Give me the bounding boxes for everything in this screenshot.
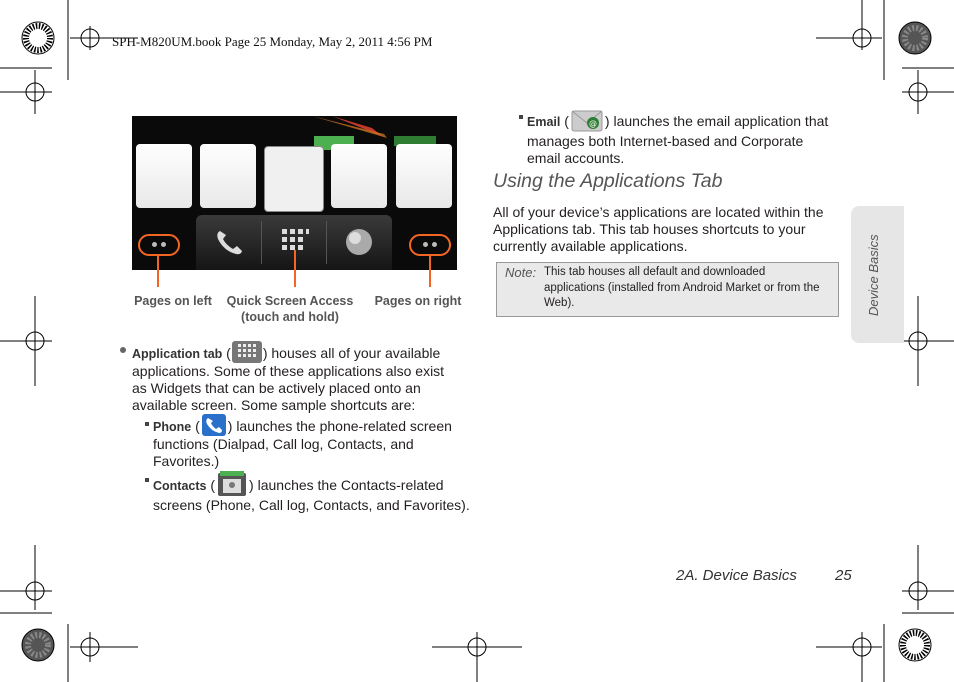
- text-line: [527, 107, 847, 133]
- text-line: email accounts.: [527, 150, 625, 166]
- email-paragraph: [527, 107, 847, 167]
- text: ) houses all of your available: [262, 345, 441, 361]
- paren: (: [210, 477, 216, 493]
- text-line: [153, 414, 473, 436]
- page-thumbnail[interactable]: [136, 144, 192, 208]
- page-thumbnail[interactable]: [331, 144, 387, 208]
- email-term: Email: [527, 115, 561, 129]
- app-tab-paragraph: [132, 341, 472, 414]
- page-thumbnail[interactable]: [396, 144, 452, 208]
- label-line: (touch and hold): [241, 310, 339, 324]
- paren: (: [195, 418, 200, 434]
- note-label: Note:: [505, 265, 537, 280]
- text-line: [153, 471, 473, 497]
- sub-bullet: [145, 422, 149, 426]
- callout-line-right: [429, 256, 431, 287]
- text-line: Web).: [544, 297, 575, 309]
- label-pages-on-right: Pages on right: [374, 294, 462, 308]
- phone-term: Phone: [153, 420, 192, 434]
- pages-on-right-button[interactable]: [409, 234, 451, 256]
- section-title: Using the Applications Tab: [493, 170, 723, 192]
- phone-paragraph: [153, 414, 473, 470]
- print-header: SPH-M820UM.book Page 25 Monday, May 2, 2011 4:56 PM: [112, 34, 433, 49]
- text: ) launches the phone-related screen: [227, 418, 452, 434]
- note-box: [496, 262, 839, 317]
- app-tab-term: Application tab: [132, 347, 223, 361]
- page-thumbnail-current[interactable]: [264, 146, 324, 212]
- app-tab-grid-icon: [232, 341, 262, 363]
- browser-globe-icon[interactable]: [344, 227, 374, 257]
- text-line: applications (installed from Android Market or from the: [544, 281, 820, 294]
- footer-section: 2A. Device Basics: [676, 567, 797, 584]
- contacts-term: Contacts: [153, 479, 207, 493]
- svg-text:@: @: [588, 119, 597, 128]
- text-line: available screen. Some sample shortcuts are:: [132, 397, 416, 413]
- home-screen-figure: [132, 116, 457, 270]
- sub-bullet: [145, 478, 149, 482]
- text-line: All of your device’s applications are located within the: [493, 204, 824, 220]
- email-app-icon: [571, 107, 603, 133]
- text-line: [132, 341, 472, 363]
- text-line: This tab houses all default and downloaded: [544, 266, 766, 278]
- text: ) launches the Contacts-related: [249, 477, 444, 493]
- contacts-paragraph: [153, 471, 473, 514]
- page-thumbnail[interactable]: [200, 144, 256, 208]
- label-line: Quick Screen Access: [226, 294, 354, 308]
- bullet: [120, 347, 126, 353]
- text-line: manages both Internet-based and Corporate: [527, 133, 804, 149]
- label-pages-on-left: Pages on left: [134, 294, 212, 308]
- callout-line-left: [157, 256, 159, 287]
- callout-line-center: [294, 250, 296, 287]
- text: ) launches the email application that: [604, 113, 829, 129]
- text-line: Applications tab. This tab houses shortcuts to your: [493, 221, 806, 237]
- label-quick-screen-access: [218, 293, 362, 325]
- paren: (: [564, 113, 569, 129]
- sub-bullet: [519, 115, 523, 119]
- phone-app-icon: [202, 414, 226, 436]
- text-line: Favorites.): [153, 453, 220, 469]
- footer-page-number: 25: [835, 567, 852, 584]
- text-line: applications. Some of these applications also exist: [132, 363, 445, 379]
- paren: (: [226, 345, 231, 361]
- contacts-app-icon: [217, 471, 247, 497]
- phone-icon[interactable]: [214, 227, 244, 257]
- text-line: screens (Phone, Call log, Contacts, and Favorites).: [153, 497, 470, 513]
- text-line: as Widgets that can be actively placed onto an: [132, 380, 421, 396]
- pages-on-left-button[interactable]: [138, 234, 180, 256]
- applications-tab-paragraph: [493, 204, 843, 255]
- text-line: functions (Dialpad, Call log, Contacts, and: [153, 436, 414, 452]
- section-side-tab-label: Device Basics: [866, 234, 881, 316]
- note-text: [544, 265, 834, 312]
- text-line: currently available applications.: [493, 238, 688, 254]
